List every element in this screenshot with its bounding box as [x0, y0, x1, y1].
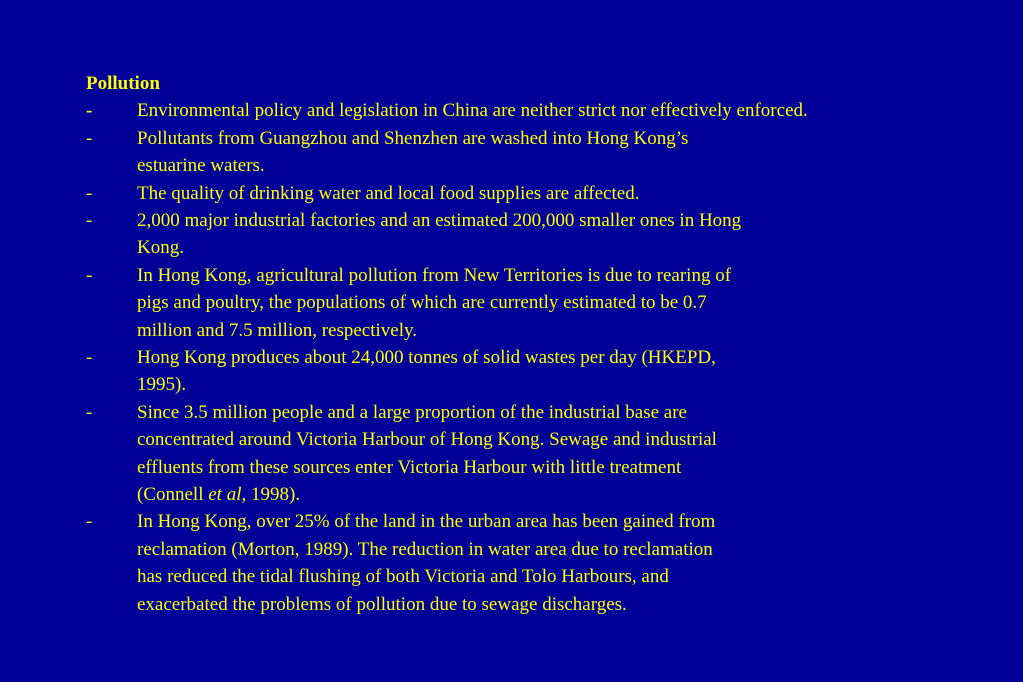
bullet-line: 2,000 major industrial factories and an estimated 200,000 smaller ones in Hong: [137, 210, 742, 232]
bullet-line: Hong Kong produces about 24,000 tonnes of solid wastes per day (HKEPD,: [137, 347, 716, 369]
bullet-line: Since 3.5 million people and a large proportion of the industrial base are: [137, 401, 687, 423]
bullet-line: has reduced the tidal flushing of both Victoria and Tolo Harbours, and: [137, 566, 669, 588]
citation-line: [137, 481, 986, 508]
bullet-marker: -: [86, 511, 93, 533]
bullet-item: [86, 97, 986, 124]
bullet-item: [86, 344, 986, 399]
bullet-marker: -: [86, 210, 93, 232]
bullet-line: effluents from these sources enter Victoria Harbour with little treatment: [137, 456, 682, 478]
bullet-line: Kong.: [137, 237, 184, 259]
bullet-line: 1995).: [137, 374, 187, 396]
bullet-item: [86, 125, 986, 180]
bullet-item: [86, 180, 986, 207]
citation-prefix: (Connell: [137, 484, 209, 506]
bullet-line: In Hong Kong, agricultural pollution from New Territories is due to rearing of: [137, 264, 732, 286]
bullet-line: exacerbated the problems of pollution due to sewage discharges.: [137, 593, 627, 615]
bullet-marker: -: [86, 401, 93, 423]
bullet-line: million and 7.5 million, respectively.: [137, 319, 418, 341]
bullet-line: pigs and poultry, the populations of which are currently estimated to be 0.7: [137, 292, 707, 314]
citation-et-al: et al: [208, 484, 242, 506]
slide-title: Pollution: [86, 73, 160, 94]
bullet-line: estuarine waters.: [137, 155, 265, 177]
bullet-item: [86, 262, 986, 344]
slide-content: [86, 70, 986, 618]
bullet-marker: -: [86, 127, 93, 149]
bullet-line: In Hong Kong, over 25% of the land in the urban area has been gained from: [137, 511, 716, 533]
bullet-marker: -: [86, 347, 93, 369]
bullet-line: The quality of drinking water and local food supplies are affected.: [137, 182, 640, 204]
bullet-marker: -: [86, 264, 93, 286]
bullet-line: Pollutants from Guangzhou and Shenzhen are washed into Hong Kong’s: [137, 127, 689, 149]
bullet-marker: -: [86, 182, 93, 204]
citation-suffix: , 1998).: [241, 484, 301, 506]
bullet-line: concentrated around Victoria Harbour of Hong Kong. Sewage and industrial: [137, 429, 717, 451]
bullet-line: reclamation (Morton, 1989). The reduction in water area due to reclamation: [137, 538, 713, 560]
bullet-item: [86, 399, 986, 509]
bullet-line: Environmental policy and legislation in China are neither strict nor effectively enforced.: [137, 100, 808, 122]
bullet-item: [86, 207, 986, 262]
bullet-item: [86, 508, 986, 618]
bullet-marker: -: [86, 100, 93, 122]
